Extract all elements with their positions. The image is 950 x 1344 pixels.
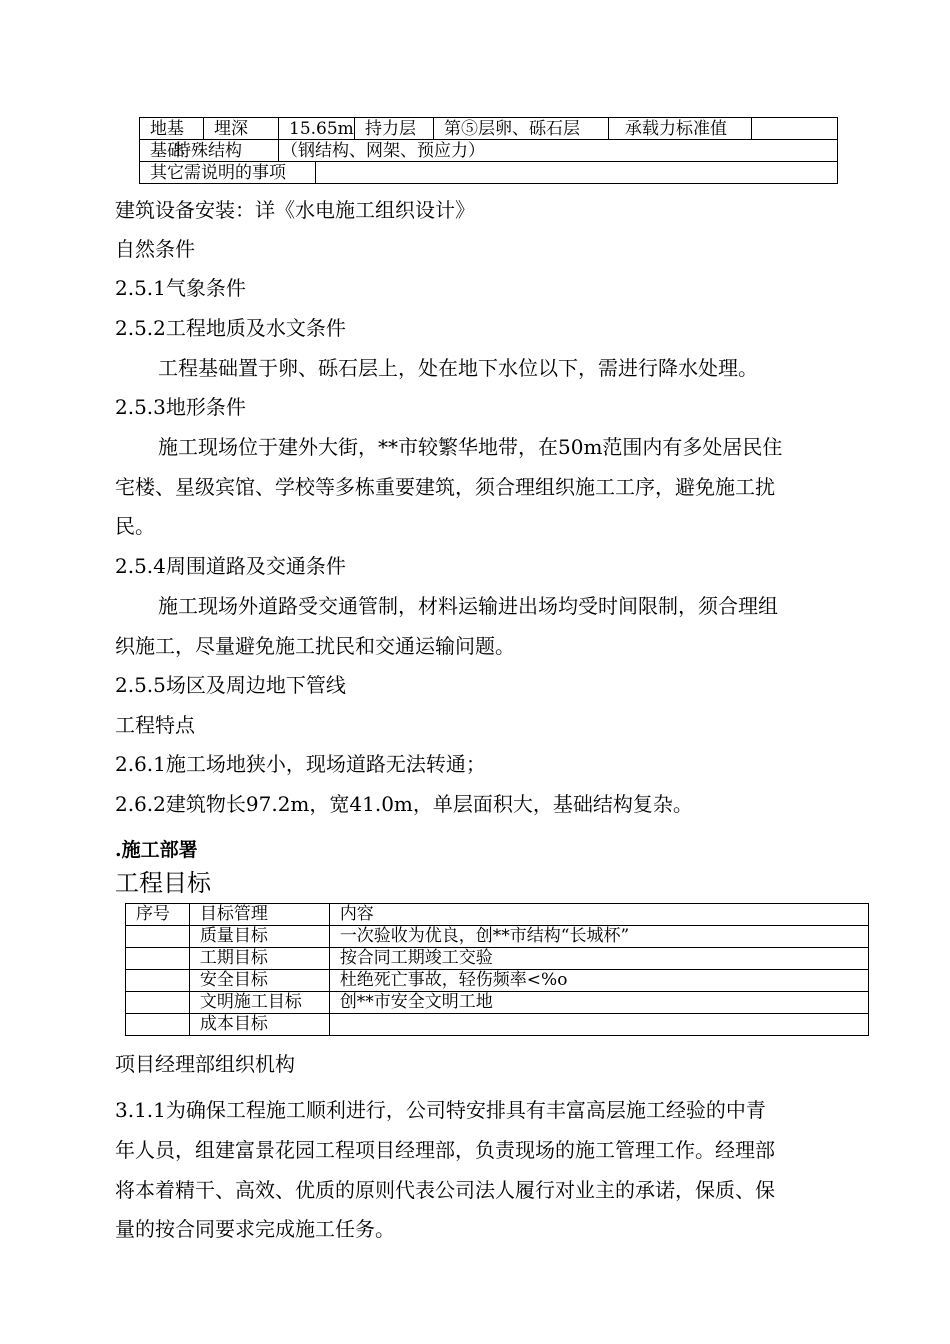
table-cell	[126, 1014, 190, 1036]
table-cell: 一次验收为优良，创**市结构“长城杯”	[329, 926, 868, 948]
section-2-6-2: 2.6.2建筑物长97.2m，宽41.0m，单层面积大，基础结构复杂。	[115, 792, 693, 816]
section-2-5-3-body: 民。	[115, 514, 155, 538]
table-cell: 按合同工期竣工交验	[329, 948, 868, 970]
table-row	[126, 904, 869, 926]
table-cell: 安全目标	[189, 970, 329, 992]
cell	[433, 117, 609, 140]
table-cell: 工期目标	[189, 948, 329, 970]
natural-conditions-heading: 自然条件	[115, 237, 195, 261]
cell	[608, 117, 752, 140]
table-cell: 成本目标	[189, 1014, 329, 1036]
cell	[139, 139, 279, 162]
construction-deployment-heading: .施工部署	[115, 839, 198, 861]
section-3-1-1-body: 量的按合同要求完成施工任务。	[115, 1217, 395, 1241]
section-2-5-3-body: 施工现场位于建外大街，**市较繁华地带，在50m范围内有多处居民住	[158, 435, 783, 459]
project-goals-heading: 工程目标	[115, 869, 211, 897]
org-structure-heading: 项目经理部组织机构	[115, 1052, 295, 1076]
table-cell	[126, 992, 190, 1014]
cell	[315, 161, 838, 184]
section-3-1-1-body: 将本着精干、高效、优质的原则代表公司法人履行对业主的承诺，保质、保	[115, 1178, 775, 1202]
cell	[751, 117, 838, 140]
section-2-5-4-body: 织施工，尽量避免施工扰民和交通运输问题。	[115, 634, 515, 658]
goals-table	[125, 903, 869, 1036]
section-2-5-2-body: 工程基础置于卵、砾石层上，处在地下水位以下，需进行降水处理。	[158, 356, 758, 380]
table-row	[126, 992, 869, 1014]
table-cell	[329, 1014, 868, 1036]
project-features-heading: 工程特点	[115, 713, 195, 737]
cell-text: （钢结构、网架、预应力）	[281, 141, 485, 161]
equipment-line: 建筑设备安装：详《水电施工组织设计》	[115, 198, 475, 222]
table-row	[126, 948, 869, 970]
cell-text: 承载力标准值	[625, 119, 727, 139]
header-index: 序号	[126, 904, 190, 926]
cell-text: 地基	[150, 119, 184, 139]
section-2-5-4-body: 施工现场外道路受交通管制，材料运输进出场均受时间限制，须合理组	[158, 594, 778, 618]
cell-text: 第⑤层卵、砾石层	[444, 119, 580, 139]
section-3-1-1: 3.1.1为确保工程施工顺利进行，公司特安排具有丰富高层施工经验的中青	[115, 1098, 766, 1122]
section-2-5-3: 2.5.3地形条件	[115, 395, 246, 419]
cell-text: 15.65m	[289, 119, 354, 139]
section-2-5-3-body: 宅楼、星级宾馆、学校等多栋重要建筑，须合理组织施工工序，避免施工扰	[115, 475, 775, 499]
table-cell: 创**市安全文明工地	[329, 992, 868, 1014]
table-cell	[126, 926, 190, 948]
cell	[203, 117, 279, 140]
table-cell	[126, 970, 190, 992]
table-row	[126, 970, 869, 992]
cell	[278, 139, 838, 162]
table-row	[126, 926, 869, 948]
section-2-5-5: 2.5.5场区及周边地下管线	[115, 673, 346, 697]
cell-text: 基础	[150, 141, 184, 161]
table-cell	[126, 948, 190, 970]
cell-text: 埋深	[214, 119, 248, 139]
table-cell: 杜绝死亡事故，轻伤频率<%o	[329, 970, 868, 992]
cell-text: 其它需说明的事项	[150, 163, 286, 183]
section-2-5-4: 2.5.4周围道路及交通条件	[115, 554, 346, 578]
cell-text: 持力层	[365, 119, 416, 139]
section-2-6-1: 2.6.1施工场地狭小，现场道路无法转通；	[115, 752, 486, 776]
header-goal: 目标管理	[189, 904, 329, 926]
cell-text: 特殊结构	[174, 141, 242, 161]
cell	[139, 161, 316, 184]
table-cell: 文明施工目标	[189, 992, 329, 1014]
section-2-5-2: 2.5.2工程地质及水文条件	[115, 316, 346, 340]
cell	[278, 117, 355, 140]
section-3-1-1-body: 年人员，组建富景花园工程项目经理部，负责现场的施工管理工作。经理部	[115, 1138, 775, 1162]
cell	[354, 117, 434, 140]
table-cell: 质量目标	[189, 926, 329, 948]
cell	[139, 117, 204, 140]
table-row	[126, 1014, 869, 1036]
header-content: 内容	[329, 904, 868, 926]
section-2-5-1: 2.5.1气象条件	[115, 276, 246, 300]
